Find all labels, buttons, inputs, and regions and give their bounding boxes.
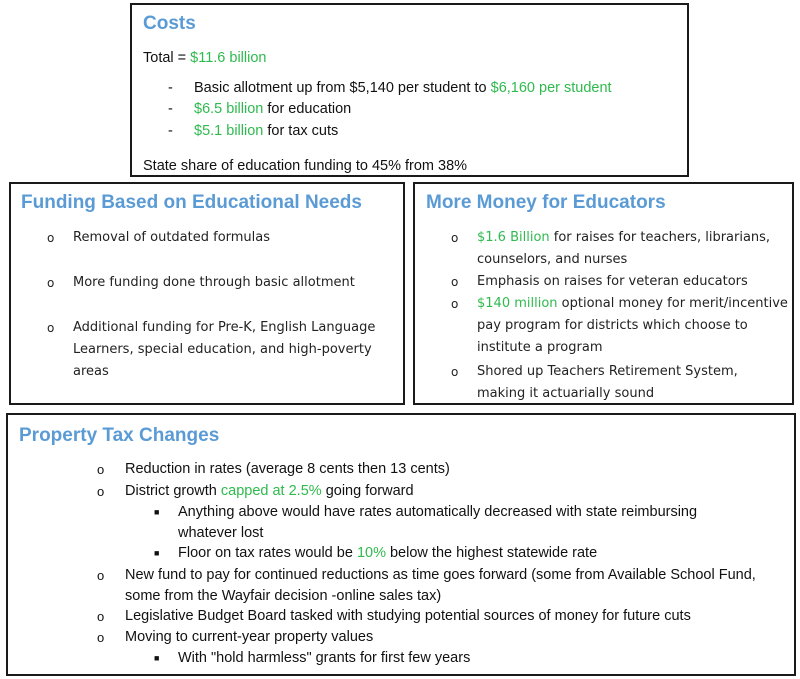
circle-bullet: o [451, 297, 459, 311]
costs-item-text: Basic allotment up from $5,140 per student to [194, 80, 491, 96]
costs-item-text: for education [263, 101, 352, 117]
square-bullet: ■ [154, 653, 160, 663]
list-item-text: optional money for merit/incentive pay program for districts which choose to institute a program [477, 296, 788, 355]
property-tax-panel [6, 413, 796, 676]
list-item-text: below the highest statewide rate [385, 545, 598, 561]
costs-total [143, 50, 266, 66]
list-item-text: New fund to pay for continued reductions as time goes forward (some from Available School Fund, some from the Wayfair decision -online sales tax) [125, 567, 756, 604]
list-item-text: Anything above would have rates automatically decreased with state reimbursing whatever lost [178, 504, 698, 541]
costs-item-tax-cuts [168, 123, 339, 139]
list-item-text: Legislative Budget Board tasked with studying potential sources of money for future cuts [125, 608, 691, 624]
list-item-text: With "hold harmless" grants for first few years [178, 650, 471, 666]
dash-bullet: - [168, 123, 173, 139]
list-item [154, 648, 758, 669]
dash-bullet: - [168, 101, 173, 117]
list-item [97, 481, 765, 502]
list-item-text: Reduction in rates (average 8 cents then 13 cents) [125, 461, 450, 477]
list-item-text: Additional funding for Pre-K, English Language Learners, special education, and high-poverty areas [73, 320, 376, 379]
circle-bullet: o [97, 568, 105, 583]
costs-state-share: State share of education funding to 45% from 38% [143, 158, 468, 174]
list-item-text: Floor on tax rates would be [178, 545, 357, 561]
list-item [47, 317, 383, 383]
costs-item-allotment [168, 80, 612, 96]
costs-item-education [168, 101, 352, 117]
square-bullet: ■ [154, 548, 160, 558]
educators-title: More Money for Educators [426, 192, 666, 213]
circle-bullet: o [47, 231, 55, 245]
list-item-highlight: $1.6 Billion [477, 230, 550, 245]
circle-bullet: o [97, 630, 105, 645]
circle-bullet: o [47, 321, 55, 335]
list-item [451, 227, 777, 271]
educators-panel [413, 182, 794, 405]
circle-bullet: o [47, 276, 55, 290]
list-item [451, 271, 777, 293]
circle-bullet: o [451, 275, 459, 289]
list-item-text: More funding done through basic allotment [73, 275, 355, 290]
costs-item-text: for tax cuts [263, 123, 339, 139]
circle-bullet: o [97, 484, 105, 499]
list-item [97, 459, 765, 480]
costs-item-highlight: $6,160 per student [490, 80, 612, 96]
funding-title: Funding Based on Educational Needs [21, 192, 362, 213]
list-item-text: Emphasis on raises for veteran educators [477, 274, 748, 289]
circle-bullet: o [97, 462, 105, 477]
circle-bullet: o [451, 231, 459, 245]
costs-panel [130, 3, 689, 177]
costs-title: Costs [143, 13, 196, 34]
list-item [451, 293, 789, 359]
list-item-text: for raises for teachers, librarians, counselors, and nurses [477, 230, 771, 267]
list-item-text: Moving to current-year property values [125, 629, 374, 645]
list-item [97, 565, 775, 607]
property-tax-title: Property Tax Changes [19, 425, 220, 446]
circle-bullet: o [97, 609, 105, 624]
list-item [451, 361, 767, 405]
costs-total-label: Total = [143, 50, 191, 66]
list-item [154, 502, 758, 544]
costs-item-highlight: $5.1 billion [194, 123, 264, 139]
list-item-text: going forward [321, 483, 414, 499]
list-item [47, 227, 393, 249]
dash-bullet: - [168, 80, 173, 96]
costs-total-value: $11.6 billion [190, 50, 267, 66]
list-item [47, 272, 393, 294]
circle-bullet: o [451, 365, 459, 379]
list-item-highlight: 10% [356, 545, 386, 561]
funding-panel [9, 182, 405, 405]
list-item-text: Removal of outdated formulas [73, 230, 271, 245]
list-item-highlight: capped at 2.5% [220, 483, 322, 499]
list-item-text: District growth [125, 483, 221, 499]
list-item [97, 606, 775, 627]
list-item-highlight: $140 million [477, 296, 558, 311]
list-item [154, 543, 758, 564]
list-item [97, 627, 765, 648]
list-item-text: Shored up Teachers Retirement System, making it actuarially sound [477, 364, 738, 401]
costs-item-highlight: $6.5 billion [194, 101, 264, 117]
square-bullet: ■ [154, 507, 160, 517]
